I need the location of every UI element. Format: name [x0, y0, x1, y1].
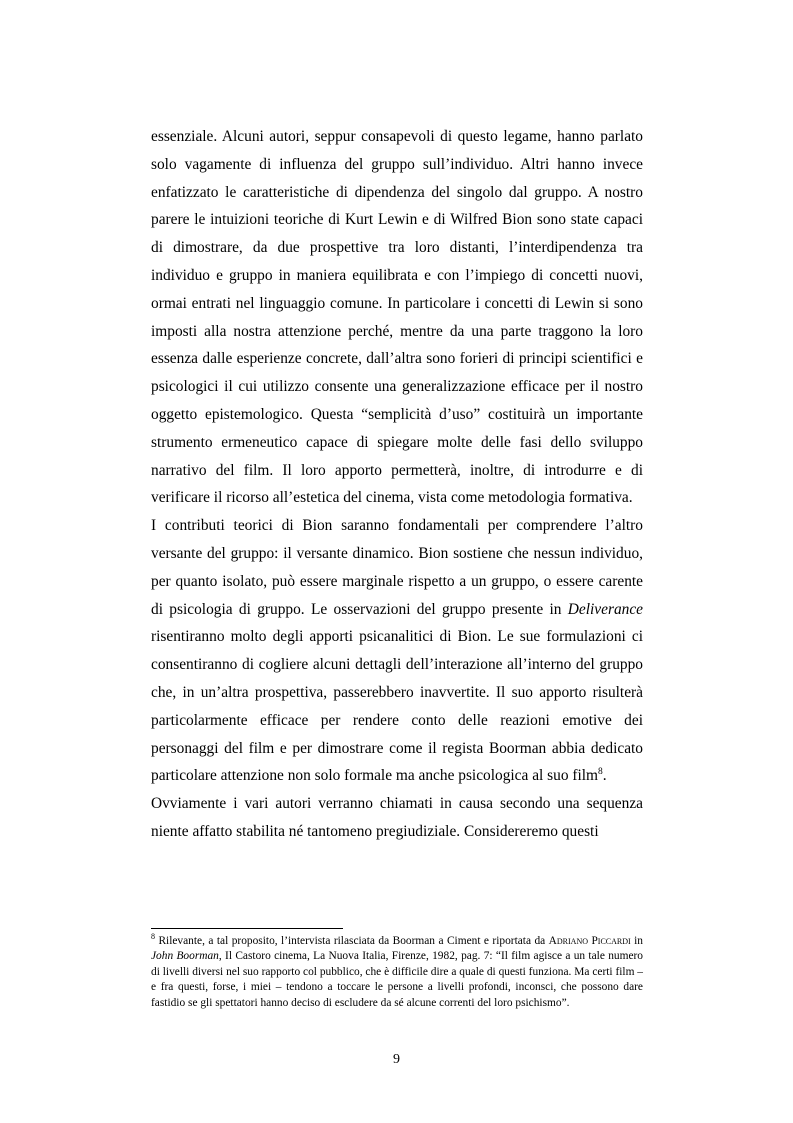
- footnote-book-title: John Boorman: [151, 950, 219, 963]
- paragraph-1: essenziale. Alcuni autori, seppur consapevoli di questo legame, hanno parlato solo vagamente di influenza del gruppo sull’individuo. Altri hanno invece enfatizzato le caratteristiche di dipendenza del singolo dal gruppo. A nostro parere le intuizioni teoriche di Kurt Lewin e di Wilfred Bion sono state capaci di dimostrare, da due prospettive tra loro distanti, l’interdipendenza tra individuo e gruppo in maniera equilibrata e con l’impiego di concetti nuovi, ormai entrati nel linguaggio comune. In particolare i concetti di Lewin si sono imposti alla nostra attenzione perché, mentre da una parte traggono la loro essenza dalle esperienze concrete, dall’altra sono forieri di principi scientifici e psicologici il cui utilizzo consente una generalizzazione efficace per il nostro oggetto epistemologico. Questa “semplicità d’uso” costituirà un importante strumento ermeneutico capace di spiegare molte delle fasi dello sviluppo narrativo del film. Il loro apporto permetterà, inoltre, di introdurre e di verificare il ricorso all’estetica del cinema, vista come metodologia formativa.: [151, 128, 643, 507]
- paragraph-3: Ovviamente i vari autori verranno chiamati in causa secondo una sequenza niente affatto stabilita né tantomeno pregiudiziale. Considereremo questi: [151, 795, 643, 840]
- footnote-mark: 8: [151, 932, 155, 942]
- paragraph-2-text-a: I contributi teorici di Bion saranno fondamentali per comprendere l’altro versante del gruppo: il versante dinamico. Bion sostiene che nessun individuo, per quanto isolato, può essere marginale rispetto a un gruppo, o essere carente di psicologia di gruppo. Le osservazioni del gruppo presente in: [151, 517, 643, 618]
- paragraph-2-end: .: [602, 767, 607, 785]
- footnote-reference[interactable]: 8: [598, 767, 603, 778]
- footnote-author: Adriano Piccardi: [548, 935, 631, 947]
- page-number: 9: [393, 1052, 400, 1067]
- footnote-text-b: in: [630, 935, 643, 947]
- footnote-separator: [151, 928, 343, 929]
- paragraph-2-text-b: risentiranno molto degli apporti psicanalitici di Bion. Le sue formulazioni ci consentiranno di cogliere alcuni dettagli dell’interazione all’interno del gruppo che, in un’altra prospettiva, passerebbero inavvertite. Il suo apporto risulterà particolarmente efficace per rendere conto delle reazioni emotive dei personaggi del film e per dimostrare come il regista Boorman abbia dedicato particolare attenzione non solo formale ma anche psicologica al suo film: [151, 628, 643, 785]
- paragraph-2: [151, 512, 643, 790]
- footnote-text-a: Rilevante, a tal proposito, l’intervista rilasciata da Boorman a Ciment e riportata da: [155, 935, 549, 947]
- main-text: [151, 123, 643, 846]
- footnote: [151, 934, 643, 1011]
- footnote-text-c: , Il Castoro cinema, La Nuova Italia, Firenze, 1982, pag. 7: “Il film agisce a un tale numero di livelli diversi nel suo rapporto col pubblico, che è difficile dire a quale di questi funziona. Ma certi film – e fra questi, forse, i miei – tendono a toccare le persone a livelli profondi, inconsci, che possono dare fastidio se gli spettatori hanno deciso di escludere da sé alcune correnti del loro psichismo”.: [151, 950, 644, 1009]
- film-title: Deliverance: [567, 600, 643, 618]
